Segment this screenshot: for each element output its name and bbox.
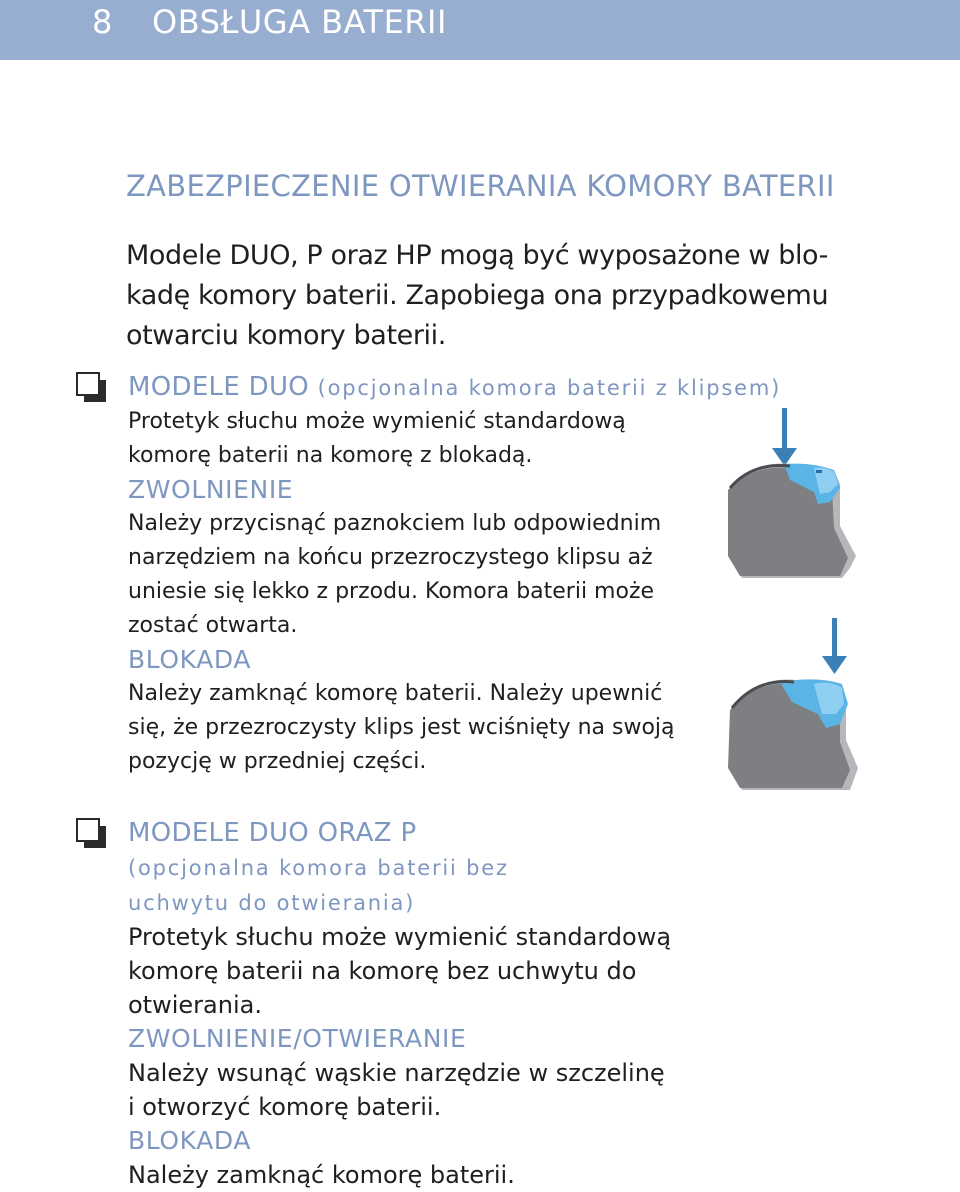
intro-line: otwarciu komory baterii. (126, 320, 446, 351)
text-line: komorę baterii na komorę z blokadą. (128, 443, 533, 468)
section-duo-p-heading-sub: (opcjonalna komora baterii bez (128, 856, 509, 880)
text-line: zostać otwarta. (128, 613, 298, 638)
section-duo-p-heading-sub: uchwytu do otwierania) (128, 891, 416, 915)
section-duo-heading-sub: (opcjonalna komora baterii z klipsem) (317, 376, 782, 400)
battery-door-illustration (722, 618, 860, 790)
text-line: pozycję w przedniej części. (128, 749, 427, 774)
intro-paragraph (126, 236, 846, 356)
section-duo-p (128, 816, 671, 1192)
intro-line: Modele DUO, P oraz HP mogą być wyposażone w blo- (126, 240, 829, 271)
text-line: Protetyk słuchu może wymienić standardową (128, 923, 672, 951)
section-duo-p-heading: MODELE DUO ORAZ P (128, 818, 417, 848)
text-line: Należy wsunąć wąskie narzędzie w szczelinę (128, 1059, 665, 1087)
down-arrow-icon (772, 408, 797, 466)
text-line: uniesie się lekko z przodu. Komora baterii może (128, 579, 655, 604)
text-line: Należy zamknąć komorę baterii. Należy upewnić (128, 681, 663, 706)
chapter-title: OBSŁUGA BATERII (152, 3, 447, 41)
down-arrow-icon (822, 618, 847, 674)
release-label: ZWOLNIENIE (128, 475, 294, 504)
text-line: Należy przycisnąć paznokciem lub odpowiednim (128, 511, 662, 536)
section-duo (128, 370, 781, 779)
text-line: Należy zamknąć komorę baterii. (128, 1161, 515, 1189)
text-line: Protetyk słuchu może wymienić standardową (128, 409, 626, 434)
text-line: narzędziem na końcu przezroczystego klipsu aż (128, 545, 653, 570)
lock-label: BLOKADA (128, 645, 252, 674)
page-header (0, 0, 960, 60)
section-duo-heading: MODELE DUO (opcjonalna komora baterii z klipsem) (128, 372, 782, 402)
lock-label: BLOKADA (128, 1126, 252, 1155)
text-line: otwierania. (128, 991, 262, 1019)
page-number: 8 (92, 3, 113, 41)
text-line: i otworzyć komorę baterii. (128, 1093, 442, 1121)
release-label: ZWOLNIENIE/OTWIERANIE (128, 1024, 467, 1053)
text-line: komorę baterii na komorę bez uchwytu do (128, 957, 637, 985)
intro-line: kadę komory baterii. Zapobiega ona przypadkowemu (126, 280, 829, 311)
checkbox-icon (76, 372, 102, 398)
battery-door-illustration (722, 408, 860, 580)
text-line: się, że przezroczysty klips jest wciśnięty na swoją (128, 715, 675, 740)
checkbox-icon (76, 818, 102, 844)
section-heading: ZABEZPIECZENIE OTWIERANIA KOMORY BATERII (126, 169, 835, 203)
